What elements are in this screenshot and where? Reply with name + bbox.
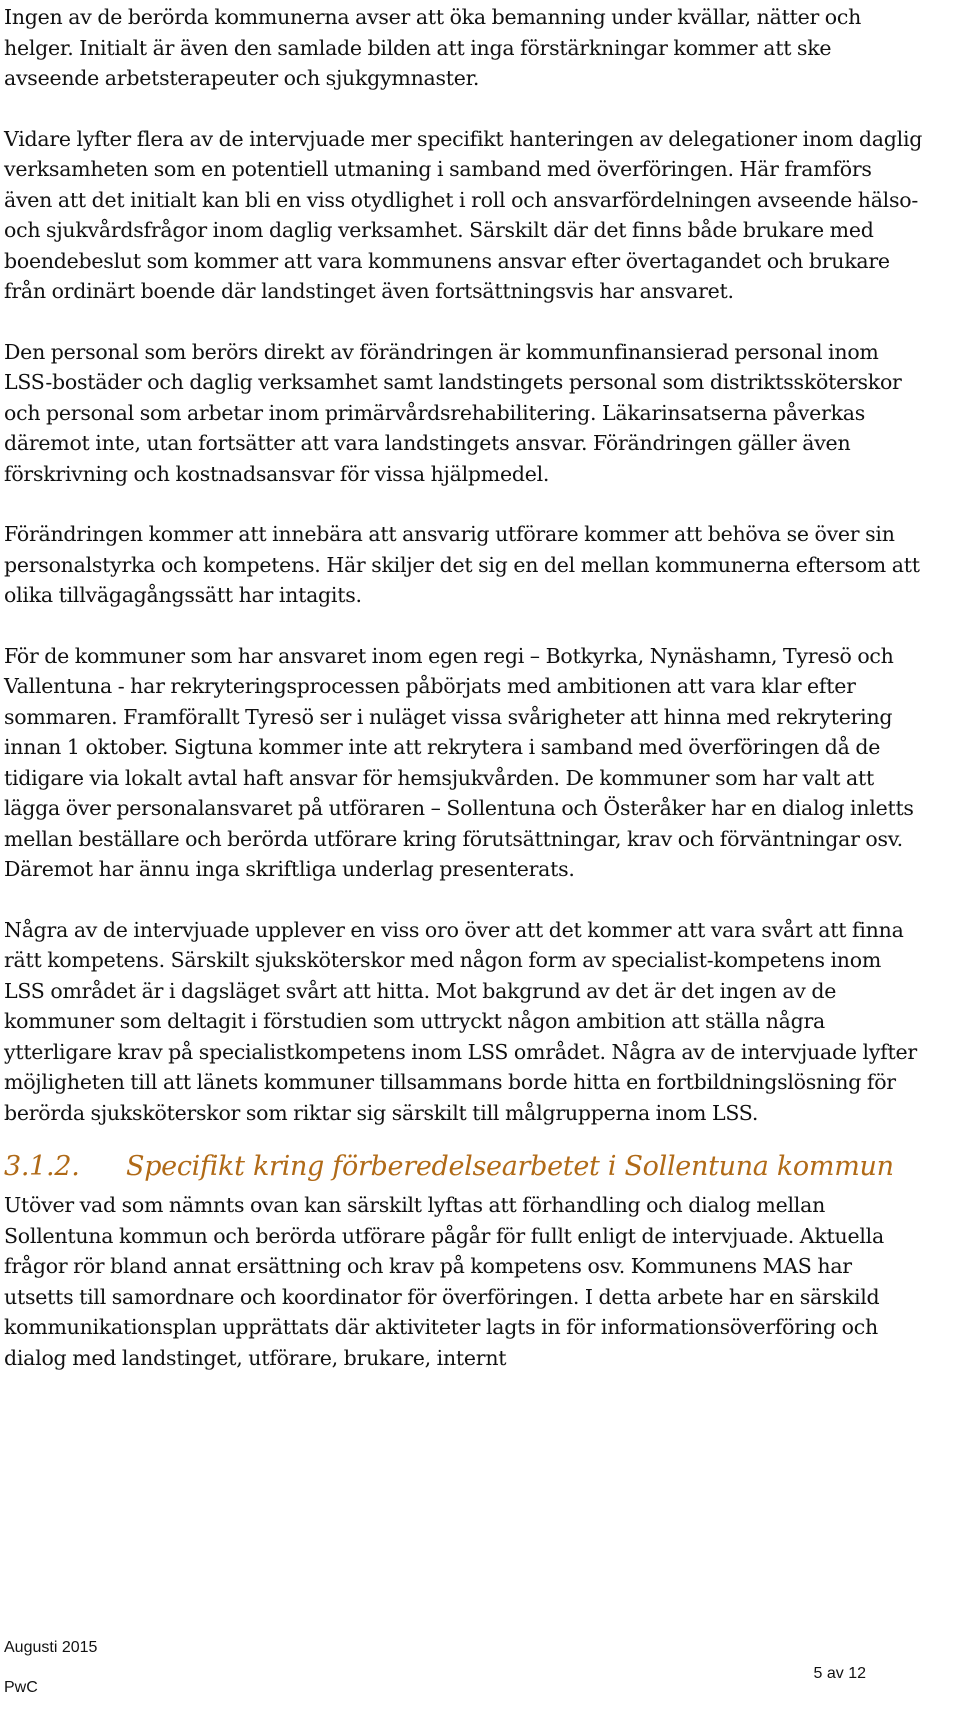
paragraph-concerns: Några av de intervjuade upplever en viss oro över att det kommer att vara svårt att finna rätt kompetens. Särskilt sjuksköterskor med någon form av specialist-kompetens inom LSS området är i dagsläget svårt att hitta. Mot bakgrund av det är det ingen av de kommuner som deltagit i förstudien som uttryckt någon ambition att ställa några ytterligare krav på specialistkompetens inom LSS området. Några av de intervjuade lyfter möjligheten till att länets kommuner tillsammans borde hitta en fortbildningslösning för berörda sjuksköterskor som riktar sig särskilt till målgrupperna inom LSS. bbox=[4, 917, 917, 1125]
paragraph-delegations: Vidare lyfter flera av de intervjuade mer specifikt hanteringen av delegationer inom daglig verksamheten som en potentiell utmaning i samband med överföringen. Här framförs även att det initialt kan bli en viss otydlighet i roll och ansvarfördelningen avseende hälso- och sjukvårdsfrågor inom daglig verksamhet. Särskilt där det finns både brukare med boendebeslut som kommer att vara kommunens ansvar efter övertagandet och brukare från ordinärt boende där landstinget även fortsättningsvis har ansvaret. bbox=[4, 126, 923, 303]
footer-left bbox=[4, 1638, 97, 1698]
paragraph-sollentuna: Utöver vad som nämnts ovan kan särskilt lyftas att förhandling och dialog mellan Sollentuna kommun och berörda utförare pågår för fullt enligt de intervjuade. Aktuella frågor rör bland annat ersättning och krav på kompetens osv. Kommunens MAS har utsetts till samordnare och koordinator för överföringen. I detta arbete har en särskild kommunikationsplan upprättats där aktiviteter lagts in för informationsöverföring och dialog med landstinget, utförare, brukare, internt bbox=[4, 1193, 884, 1370]
paragraph-competence: Förändringen kommer att innebära att ansvarig utförare kommer att behöva se över sin personalstyrka och kompetens. Här skiljer det sig en del mellan kommunerna eftersom att olika tillvägagångssätt har intagits. bbox=[4, 522, 920, 607]
section-title: Specifikt kring förberedelsearbetet i Sollentuna kommun bbox=[126, 1151, 894, 1182]
page-content bbox=[4, 0, 924, 1373]
section-number: 3.1.2. bbox=[4, 1151, 80, 1182]
footer-company: PwC bbox=[4, 1679, 38, 1696]
paragraph-staffing: Ingen av de berörda kommunerna avser att öka bemanning under kvällar, nätter och helger. Initialt är även den samlade bilden att inga förstärkningar kommer att ske avseende arbetsterapeuter och sjukgymnaster. bbox=[4, 5, 862, 90]
paragraph-municipalities: För de kommuner som har ansvaret inom egen regi – Botkyrka, Nynäshamn, Tyresö och Vallentuna - har rekryteringsprocessen påbörjats med ambitionen att vara klar efter sommaren. Framförallt Tyresö ser i nuläget vissa svårigheter att hinna med rekrytering innan 1 oktober. Sigtuna kommer inte att rekrytera i samband med överföringen då de tidigare via lokalt avtal haft ansvar för hemsjukvården. De kommuner som har valt att lägga över personalansvaret på utföraren – Sollentuna och Österåker har en dialog inletts mellan beställare och berörda utförare kring förutsättningar, krav och förväntningar osv. Däremot har ännu inga skriftliga underlag presenterats. bbox=[4, 643, 914, 881]
footer-date: Augusti 2015 bbox=[4, 1639, 98, 1656]
paragraph-personnel: Den personal som berörs direkt av förändringen är kommunfinansierad personal inom LSS-bostäder och daglig verksamhet samt landstingets personal som distriktssköterskor och personal som arbetar inom primärvårdsrehabilitering. Läkarinsatserna påverkas däremot inte, utan fortsätter att vara landstingets ansvar. Förändringen gäller även förskrivning och kostnadsansvar för vissa hjälpmedel. bbox=[4, 339, 902, 486]
page-number: 5 av 12 bbox=[813, 1665, 866, 1682]
section-heading bbox=[4, 1150, 924, 1184]
